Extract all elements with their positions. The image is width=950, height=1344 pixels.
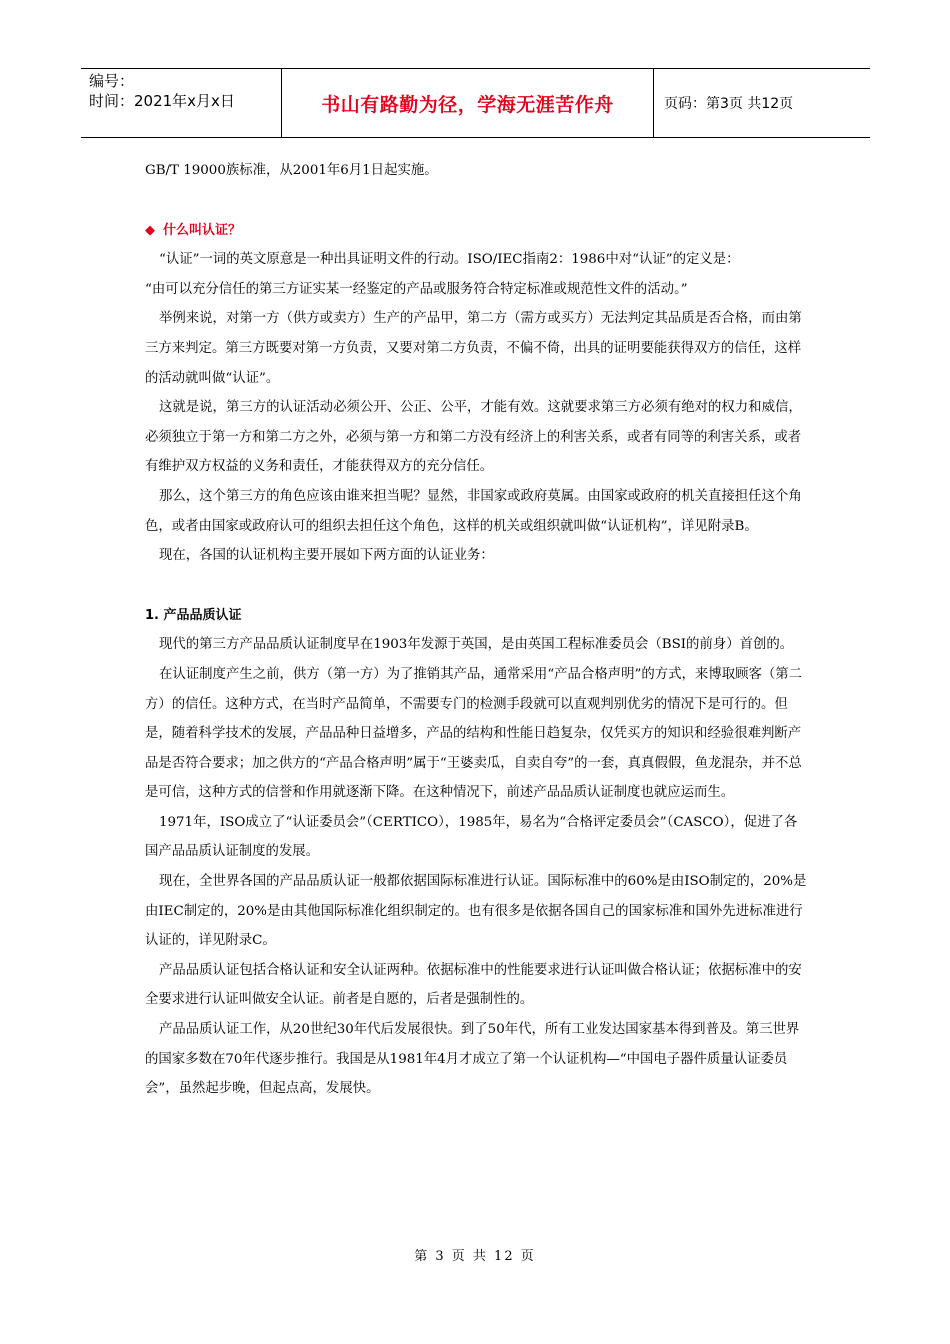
paragraph: 现代的第三方产品品质认证制度早在1903年发源于英国，是由英国工程标准委员会（BSI的前身）首创的。 [159, 637, 794, 653]
paragraph: 那么，这个第三方的角色应该由谁来担当呢？显然，非国家或政府莫属。由国家或政府的机关直接担任这个角色，或者由国家或政府认可的组织去担任这个角色，这样的机关或组织就叫做“认证机构”，详见附录B。 [145, 488, 802, 534]
paragraph: 在认证制度产生之前，供方（第一方）为了推销其产品，通常采用“产品合格声明”的方式，来博取顾客（第二方）的信任。这种方式，在当时产品简单，不需要专门的检测手段就可以直观判别优劣的情况下是可行的。但是，随着科学技术的发展，产品品种日益增多，产品的结构和性能日趋复杂，仅凭买方的知识和经验很难判断产品是否符合要求；加之供方的“产品合格声明”属于“王婆卖瓜，自卖自夸”的一套，真真假假，鱼龙混杂，并不总是可信，这种方式的信誉和作用就逐渐下降。在这种情况下，前述产品品质认证制度也就应运而生。 [145, 666, 803, 801]
document-date: 时间：2021年x月x日 [89, 92, 235, 110]
question-title: 什么叫认证？ [163, 222, 242, 238]
question-heading [145, 216, 807, 246]
page-header [81, 68, 870, 138]
header-meta [81, 69, 282, 137]
paragraph: 产品品质认证包括合格认证和安全认证两种。依据标准中的性能要求进行认证叫做合格认证；依据标准中的安全要求进行认证叫做安全认证。前者是自愿的，后者是强制性的。 [145, 962, 802, 1008]
paragraph: 这就是说，第三方的认证活动必须公开、公正、公平，才能有效。这就要求第三方必须有绝对的权力和威信，必须独立于第一方和第二方之外，必须与第一方和第二方没有经济上的利害关系，或者有同等的利害关系，或者有维护双方权益的义务和责任，才能获得双方的充分信任。 [145, 400, 802, 475]
page-footer: 第 3 页 共 12 页 [414, 1249, 536, 1264]
document-number-label: 编号： [89, 72, 135, 90]
diamond-bullet-icon: ◆ [145, 222, 155, 238]
paragraph: 现在，全世界各国的产品品质认证一般都依据国际标准进行认证。国际标准中的60%是由ISO制定的，20%是由IEC制定的，20%是由其他国际标准化组织制定的。也有很多是依据各国自己的国家标准和国外先进标准进行认证的，详见附录C。 [145, 874, 807, 949]
header-page-number: 页码：第3页 共12页 [664, 96, 794, 112]
intro-line: GB/T 19000族标准，从2001年6月1日起实施。 [145, 163, 438, 178]
paragraph: “认证”一词的英文原意是一种出具证明文件的行动。ISO/IEC指南2：1986中对“认证”的定义是： [159, 252, 740, 268]
paragraph: 举例来说，对第一方（供方或卖方）生产的产品甲，第二方（需方或买方）无法判定其品质是否合格，而由第三方来判定。第三方既要对第一方负责，又要对第二方负责，不偏不倚，出具的证明要能获得双方的信任，这样的活动就叫做“认证”。 [145, 311, 802, 386]
document-body [145, 156, 807, 1104]
paragraph: 1971年，ISO成立了“认证委员会”（CERTICO），1985年，易名为“合格评定委员会”（CASCO），促进了各国产品品质认证制度的发展。 [145, 814, 798, 860]
section-title: 1. 产品品质认证 [145, 607, 242, 623]
paragraph: 现在，各国的认证机构主要开展如下两方面的认证业务： [159, 548, 494, 564]
paragraph: 产品品质认证工作，从20世纪30年代后发展很快。到了50年代，所有工业发达国家基本得到普及。第三世界的国家多数在70年代逐步推行。我国是从1981年4月才成立了第一个认证机构—“中国电子器件质量认证委员会”，虽然起步晚，但起点高，发展快。 [145, 1022, 800, 1097]
header-motto: 书山有路勤为径，学海无涯苦作舟 [282, 69, 654, 137]
paragraph: “由可以充分信任的第三方证实某一经鉴定的产品或服务符合特定标准或规范性文件的活动。” [145, 281, 688, 297]
